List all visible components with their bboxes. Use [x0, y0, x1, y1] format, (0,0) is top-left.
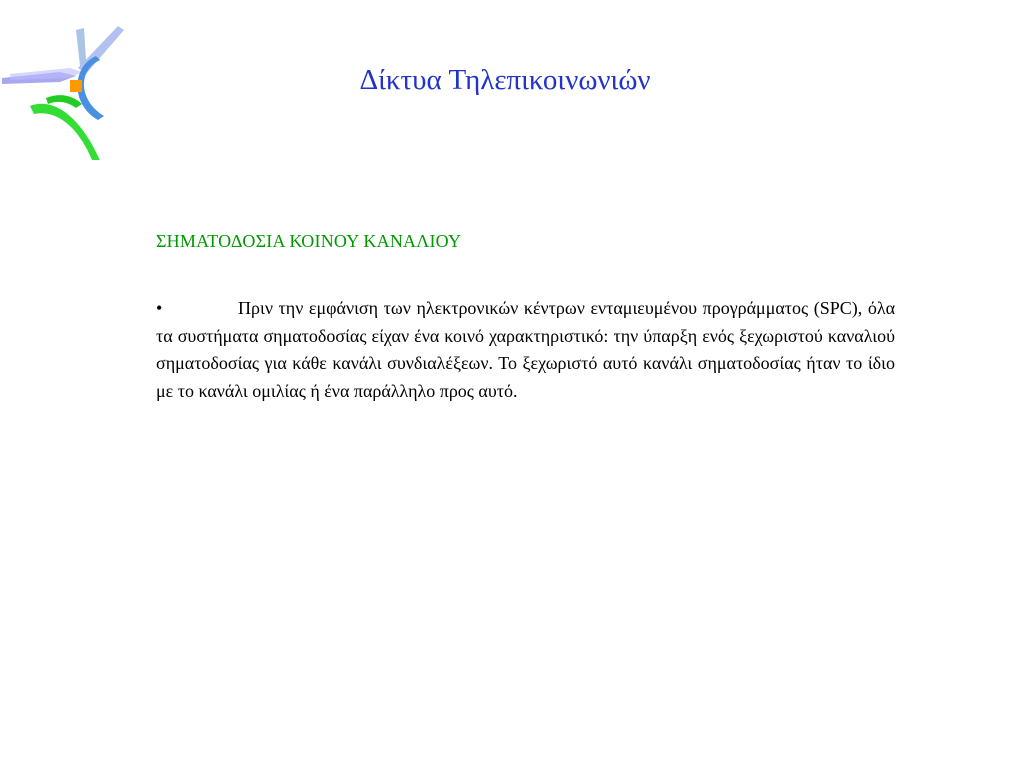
bullet-text: Πριν την εμφάνιση των ηλεκτρονικών κέντρων ενταμιευμένου προγράμματος (SPC), όλα τα συστήματα σηματοδοσίας είχαν ένα κοινό χαρακτηριστικό: την ύπαρξη ενός ξεχωριστού καναλιού σηματοδοσίας για κάθε κανάλι συνδιαλέξεων. Το ξεχωριστό αυτό κανάλι σηματοδοσίας ήταν το ίδιο με το κανάλι ομιλίας ή ένα παράλληλο προς αυτό. — [156, 298, 895, 401]
slide-title: Δίκτυα Τηλεπικοινωνιών — [359, 64, 651, 96]
bullet-paragraph — [156, 295, 895, 405]
section-heading: ΣΗΜΑΤΟΔΟΣΙΑ ΚΟΙΝΟΥ ΚΑΝΑΛΙΟΥ — [156, 231, 462, 251]
bullet-marker: • — [156, 298, 163, 318]
